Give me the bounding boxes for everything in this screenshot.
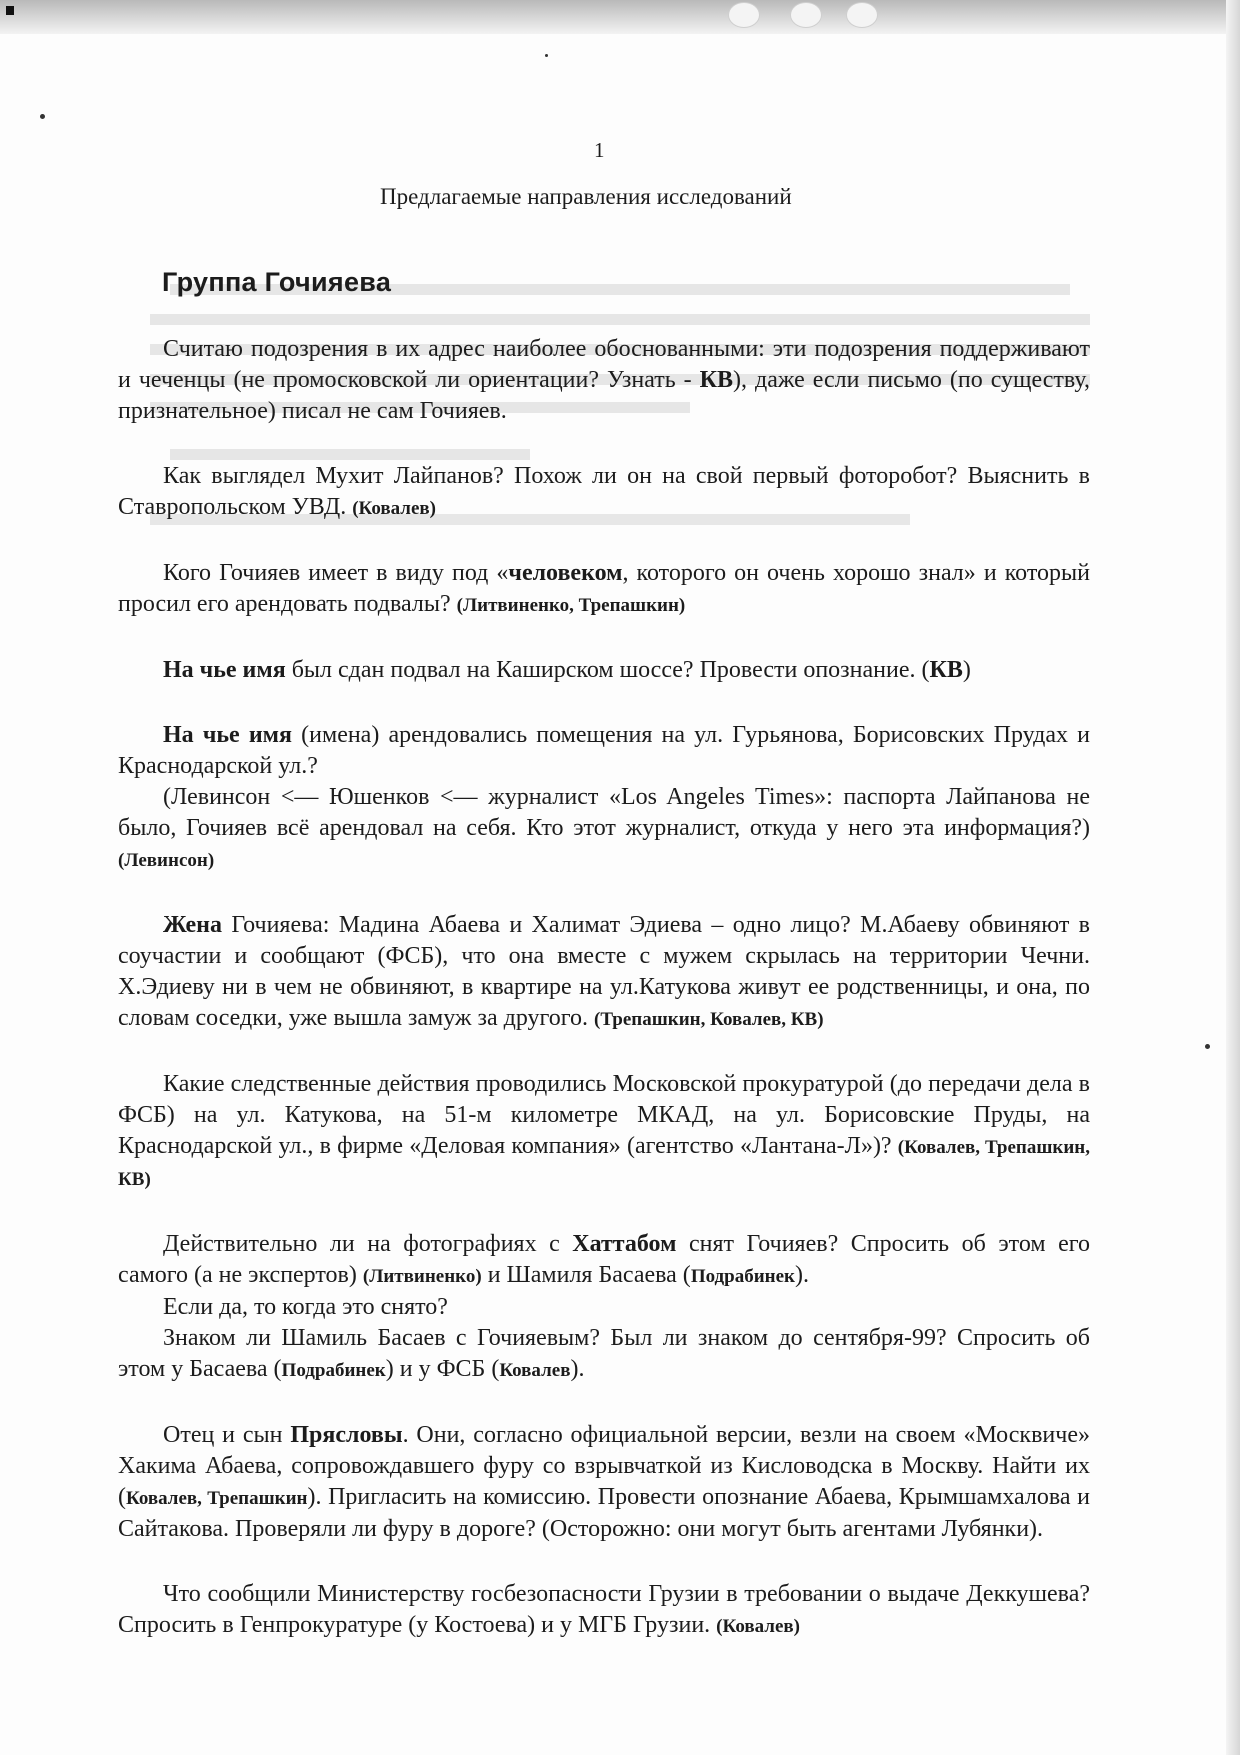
paragraph-text: , которого он очень хорошо знал» и который просил его арендовать подвалы? [118,560,1091,617]
responsible-person: (Ковалев) [352,498,436,519]
paragraph [118,558,1090,621]
document-body [118,334,1090,1642]
responsible-person: (Литвиненко) [362,1266,482,1287]
responsible-person: (Ковалев) [716,1616,800,1637]
paragraph-text: Отец и сын [163,1422,291,1448]
document-page [0,34,1226,1755]
paragraph [118,782,1090,876]
emphasis-text: КВ [699,367,734,393]
paragraph [118,461,1090,524]
emphasis-text: Хаттабом [572,1231,677,1257]
responsible-person: Подрабинек [690,1266,795,1287]
emphasis-text: КВ [929,657,963,683]
paragraph [118,1069,1090,1195]
paragraph [118,334,1090,427]
emphasis-text: На чье имя [163,657,286,683]
paragraph-text: снят Гочияев? Спросить об этом его самого (а не экспертов) [118,1231,1090,1288]
paragraph-text: ) [962,657,971,683]
paragraph-text: Гочияева: Мадина Абаева и Халимат Эдиева – одно лицо? М.Абаеву обвиняют в соучастии и сообщают (ФСБ), что она вместе с мужем скрылась на территории Чечни. Х.Эдиеву ни в чем не обвиняют, в квартире на ул.Катукова живут ее родственницы, и она, по словам соседки, уже вышла замуж за другого. [118,912,1090,1031]
scan-speck [1205,1044,1210,1049]
binder-hole [846,2,878,28]
section-title: Группа Гочияева [162,267,392,297]
paragraph-text: ). Пригласить на комиссию. Провести опознание Абаева, Крымшамхалова и Сайтакова. Проверяли ли фуру в дороге? (Осторожно: они могут быть агентами Лубянки). [118,1484,1090,1542]
paragraph [118,1579,1090,1642]
paragraph-text: . Они, согласно официальной версии, везли на своем «Москвиче» Хакима Абаева, сопровождавшего фуру со взрывчаткой из Кисловодска в Москву. Найти их ( [118,1422,1090,1510]
scan-speck [40,114,45,119]
page-number: 1 [594,138,605,162]
emphasis-text: На чье имя [163,722,293,748]
paragraph [118,910,1090,1035]
paragraph [118,1229,1090,1292]
paragraph-text: ), даже если письмо (по существу, признательное) писал не сам Гочияев. [118,367,1091,424]
paragraph-text: ). [570,1356,585,1382]
emphasis-text: человеком [508,560,623,586]
emphasis-text: Прясловы [290,1422,403,1448]
paragraph-text: был сдан подвал на Каширском шоссе? Провести опознание. ( [285,657,930,683]
paragraph [118,720,1090,782]
scan-right-edge [1226,0,1240,1755]
paragraph-text: Если да, то когда это снято? [163,1294,448,1320]
responsible-person: (Трепашкин, Ковалев, КВ) [594,1009,824,1030]
paragraph-text: и Шамиля Басаева ( [481,1262,691,1288]
emphasis-text: Жена [163,912,222,938]
paragraph-text: (Левинсон <— Юшенков <— журналист «Los Angeles Times»: паспорта Лайпанова не было, Гочияев всё арендовал на себя. Кто этот журналист, откуда у него эта информация?) [118,784,1090,841]
paragraph-text: Что сообщили Министерству госбезопасности Грузии в требовании о выдаче Деккушева? Спросить в Генпрокуратуре (у Костоева) и у МГБ Грузии. [118,1581,1090,1638]
paragraph-text: Считаю подозрения в их адрес наиболее обоснованными: эти подозрения поддерживают и чеченцы (не промосковской ли ориентации? Узнать - [118,336,1090,393]
responsible-person: Ковалев [499,1360,571,1381]
responsible-person: (Литвиненко, Трепашкин) [456,595,686,616]
responsible-person: Ковалев, Трепашкин [126,1488,308,1509]
binder-hole [790,2,822,28]
responsible-person: Подрабинек [281,1360,386,1381]
paragraph [118,1292,1090,1323]
paragraph-text: ). [795,1262,809,1288]
paragraph [118,655,1090,686]
binder-hole [728,2,760,28]
paragraph-text: Действительно ли на фотографиях с [163,1231,573,1257]
scan-corner-mark [6,6,14,15]
scan-top-strip [0,0,1240,34]
paragraph [118,1420,1090,1545]
paragraph-text: (имена) арендовались помещения на ул. Гурьянова, Борисовских Прудах и Краснодарской ул.? [118,722,1090,779]
responsible-person: (Ковалев, Трепашкин, КВ) [118,1137,1090,1190]
paragraph-text: Как выглядел Мухит Лайпанов? Похож ли он на свой первый фоторобот? Выяснить в Ставропольском УВД. [118,463,1090,520]
paragraph-text: Кого Гочияев имеет в виду под « [163,560,509,586]
responsible-person: (Левинсон) [118,850,215,871]
scan-speck [545,54,548,57]
paragraph-text: ) и у ФСБ ( [385,1356,500,1382]
paragraph-text: Какие следственные действия проводились Московской прокуратурой (до передачи дела в ФСБ) на ул. Катукова, на 51-м километре МКАД, на ул. Борисовские Пруды, на Краснодарской ул., в фирме «Деловая компания» (агентство «Лантана-Л»)? [118,1071,1090,1159]
paragraph-text: Знаком ли Шамиль Басаев с Гочияевым? Был ли знаком до сентября-99? Спросить об этом у Басаева ( [118,1325,1090,1382]
document-heading: Предлагаемые направления исследований [380,184,792,209]
paragraph [118,1323,1090,1386]
